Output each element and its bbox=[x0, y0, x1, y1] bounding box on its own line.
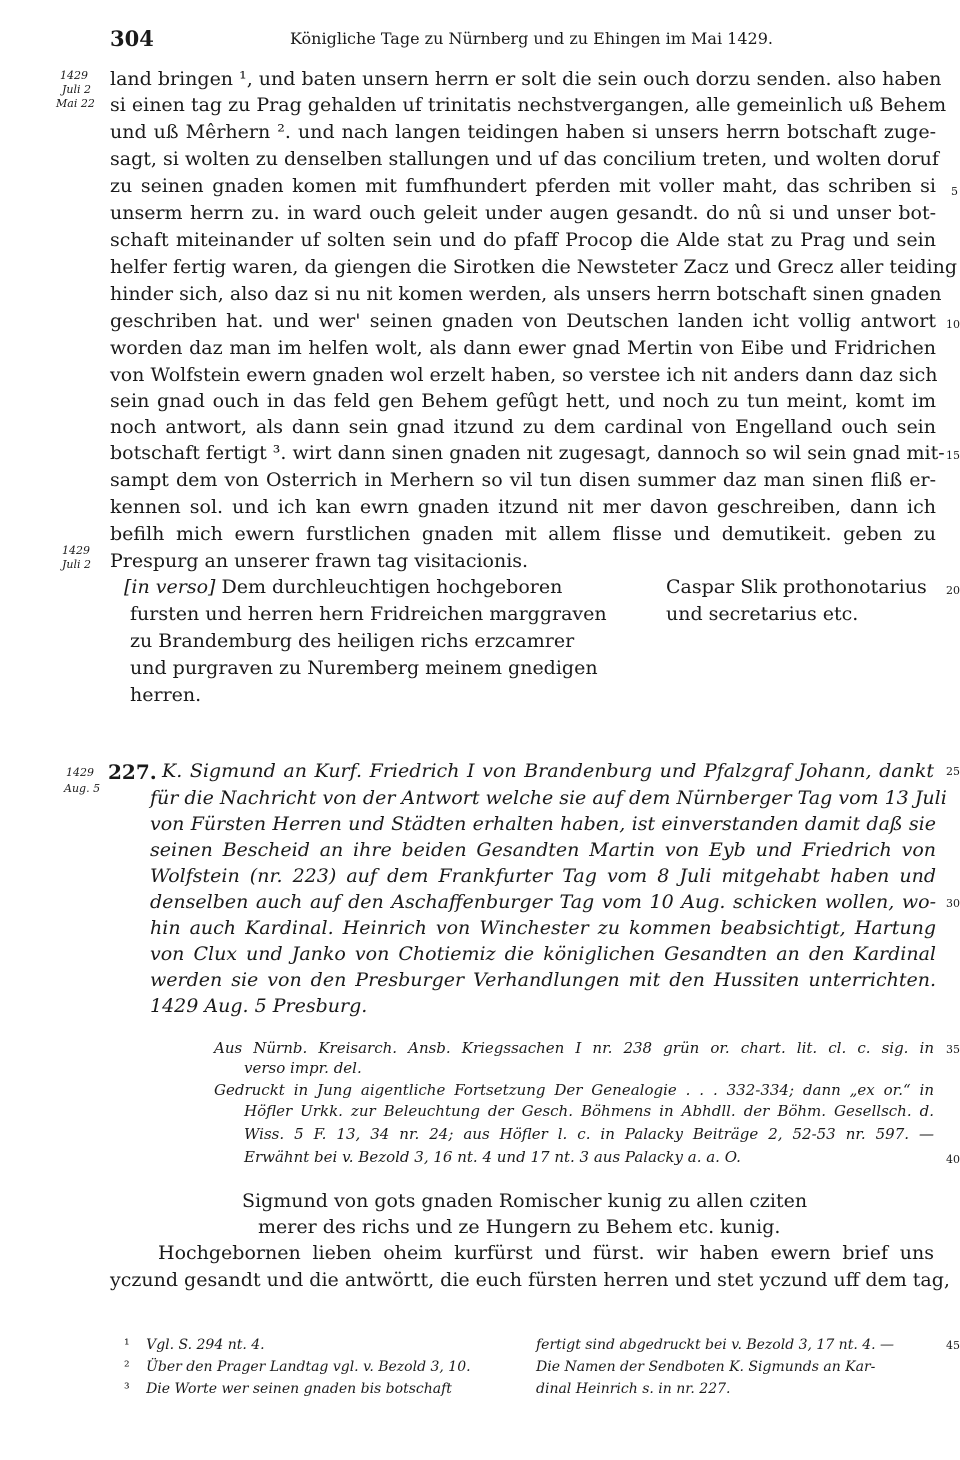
text-line: kennen sol. und ich kan ewrn gnaden itzund nit mer davon geschreiben, dann ich bbox=[110, 496, 936, 518]
margin-date: Mai 22 bbox=[56, 97, 95, 110]
margin-date-year: 1429 bbox=[60, 69, 88, 82]
text-line: und uß Mêrhern ². und nach langen teidingen haben si unsers herrn botschaft zuge- bbox=[110, 121, 936, 143]
address-line: herren. bbox=[130, 684, 202, 706]
text-line: befilh mich ewern furstlichen gnaden mit allem flisse und demutikeit. geben zu bbox=[110, 523, 936, 545]
line-number: 5 bbox=[951, 185, 958, 198]
margin-date: Juli 2 bbox=[62, 83, 92, 96]
entry-number: 227. bbox=[108, 760, 157, 784]
footnote-continuation: Die Namen der Sendboten K. Sigmunds an Kar- bbox=[536, 1359, 876, 1375]
entry-line: seinen Bescheid an ihre beiden Gesandten Martin von Eyb und Friedrich von bbox=[150, 839, 936, 861]
address-line: Dem durchleuchtigen hochgeboren bbox=[221, 576, 563, 598]
footnote-mark: ³ bbox=[124, 1381, 130, 1397]
source-line: Wiss. 5 F. 13, 34 nr. 24; aus Höfler l. c. in Palacky Beiträge 2, 52-53 nr. 597. — bbox=[244, 1125, 934, 1143]
footnote-continuation: dinal Heinrich s. in nr. 227. bbox=[536, 1381, 731, 1397]
footnote bbox=[124, 1378, 452, 1400]
document-title-line: merer des richs und ze Hungern zu Behem etc. kunig. bbox=[258, 1216, 781, 1238]
text-line: schaft miteinander uf solten sein und do pfaff Procop die Alde stat zu Prag und sein bbox=[110, 229, 936, 251]
margin-date-year: 1429 bbox=[62, 544, 90, 557]
running-title: Königliche Tage zu Nürnberg und zu Ehingen im Mai 1429. bbox=[290, 29, 773, 48]
document-title-line: Sigmund von gots gnaden Romischer kunig zu allen cziten bbox=[242, 1190, 808, 1212]
source-line: Gedruckt in Jung aigentliche Fortsetzung Der Genealogie . . . 332-334; dann „ex or.“ in bbox=[214, 1081, 934, 1099]
text-line: hinder sich, also daz si nu nit komen werden, als unsers herrn botschaft sinen gnaden bbox=[110, 283, 942, 305]
text-line: sagt, si wolten zu denselben stallungen und uf das concilium treten, und wolten doruf bbox=[110, 148, 939, 170]
text-line: Hochgebornen lieben oheim kurfürst und fürst. wir haben ewern brief uns bbox=[158, 1242, 934, 1264]
line-number: 35 bbox=[946, 1043, 960, 1056]
footnote-text: Über den Prager Landtag vgl. v. Bezold 3, 10. bbox=[146, 1359, 471, 1375]
text-line: si einen tag zu Prag gehalden uf trinitatis nechstvergangen, alle gemeinlich uß Behem bbox=[110, 94, 947, 116]
entry-line: Wolfstein (nr. 223) auf dem Frankfurter Tag vom 8 Juli mitgehabt haben und bbox=[150, 865, 936, 887]
address-line: und purgraven zu Nuremberg meinem gnedigen bbox=[130, 657, 598, 679]
footnote-continuation: fertigt sind abgedruckt bei v. Bezold 3, 17 nt. 4. — bbox=[536, 1337, 895, 1353]
signature-line: und secretarius etc. bbox=[666, 603, 859, 625]
text-line: sein gnad ouch in das feld gen Behem gefûgt hett, und noch zu tun meint, komt im bbox=[110, 390, 936, 412]
footnote-mark: ¹ bbox=[124, 1337, 130, 1353]
source-line: Höfler Urkk. zur Beleuchtung der Gesch. Böhmens in Abhdll. der Böhm. Gesellsch. d. bbox=[244, 1102, 934, 1120]
line-number: 45 bbox=[946, 1339, 960, 1352]
line-number: 20 bbox=[946, 584, 960, 597]
margin-date: Aug. 5 bbox=[64, 782, 101, 795]
address-line: fursten und herren hern Fridreichen marggraven bbox=[130, 603, 607, 625]
line-number: 15 bbox=[946, 449, 960, 462]
text-line: noch antwort, als dann sein gnad itzund zu dem cardinal von Engelland ouch sein bbox=[110, 416, 936, 438]
line-number: 25 bbox=[946, 765, 960, 778]
entry-line: hin auch Kardinal. Heinrich von Winchester zu kommen beabsichtigt, Hartung bbox=[150, 917, 936, 939]
text-line: worden daz man im helfen wolt, als dann ewer gnad Mertin von Eibe und Fridrichen bbox=[110, 337, 936, 359]
entry-line: für die Nachricht von der Antwort welche sie auf dem Nürnberger Tag vom 13 Juli bbox=[150, 787, 947, 809]
text-line: unserm herrn zu. in ward ouch geleit under augen gesandt. do nû si und unser bot- bbox=[110, 202, 936, 224]
text-line: botschaft fertigt ³. wirt dann sinen gnaden nit zugesagt, dannoch so wil sein gnad mit- bbox=[110, 442, 945, 464]
margin-date: Juli 2 bbox=[62, 558, 92, 571]
address-prefix: [in verso] bbox=[124, 576, 216, 598]
footnote-mark: ² bbox=[124, 1359, 130, 1375]
text-line: geschriben hat. und wer' seinen gnaden von Deutschen landen icht vollig antwort bbox=[110, 310, 936, 332]
entry-line: von Fürsten Herren und Städten erhalten haben, ist einverstanden damit daß sie bbox=[150, 813, 936, 835]
page-number: 304 bbox=[110, 26, 154, 51]
text-line: von Wolfstein ewern gnaden wol erzelt haben, so verstee ich nit anders dann daz sich bbox=[110, 364, 938, 386]
line-number: 40 bbox=[946, 1153, 960, 1166]
margin-date-year: 1429 bbox=[66, 766, 94, 779]
entry-line: 1429 Aug. 5 Presburg. bbox=[150, 995, 368, 1017]
address-line: zu Brandemburg des heiligen richs erzcamrer bbox=[130, 630, 575, 652]
entry-line: von Clux und Janko von Chotiemiz die königlichen Gesandten an den Kardinal bbox=[150, 943, 936, 965]
entry-line: K. Sigmund an Kurf. Friedrich I von Brandenburg und Pfalzgraf Johann, dankt bbox=[162, 760, 934, 782]
footnote-text: Vgl. S. 294 nt. 4. bbox=[146, 1337, 265, 1353]
line-number: 30 bbox=[946, 897, 960, 910]
text-line: sampt dem von Osterrich in Merhern so vil tun disen summer daz man sinen fliß er- bbox=[110, 469, 936, 491]
source-line: verso impr. del. bbox=[244, 1059, 362, 1077]
text-line: zu seinen gnaden komen mit fumfhundert pferden mit voller maht, das schriben si bbox=[110, 175, 936, 197]
footnote bbox=[124, 1334, 265, 1356]
text-line: helfer fertig waren, da giengen die Sirotken die Newsteter Zacz und Grecz aller teiding bbox=[110, 256, 958, 278]
line-number: 10 bbox=[946, 318, 960, 331]
footnote bbox=[124, 1356, 471, 1378]
footnote-text: Die Worte wer seinen gnaden bis botschaft bbox=[146, 1381, 452, 1397]
entry-line: werden sie von den Presburger Verhandlungen mit den Hussiten unterrichten. bbox=[150, 969, 936, 991]
text-line: yczund gesandt und die antwörtt, die euch fürsten herren und stet yczund uff dem tag, bbox=[110, 1269, 950, 1291]
text-line: land bringen ¹, und baten unsern herrn er solt die sein ouch dorzu senden. also haben bbox=[110, 68, 942, 90]
entry-line: denselben auch auf den Aschaffenburger Tag vom 10 Aug. schicken wollen, wo- bbox=[150, 891, 936, 913]
text-line: Prespurg an unserer frawn tag visitacionis. bbox=[110, 550, 529, 572]
signature-line: Caspar Slik prothonotarius bbox=[666, 576, 927, 598]
source-line: Erwähnt bei v. Bezold 3, 16 nt. 4 und 17 nt. 3 aus Palacky a. a. O. bbox=[244, 1148, 741, 1166]
source-line: Aus Nürnb. Kreisarch. Ansb. Kriegssachen I nr. 238 grün or. chart. lit. cl. c. sig. in bbox=[214, 1039, 934, 1057]
